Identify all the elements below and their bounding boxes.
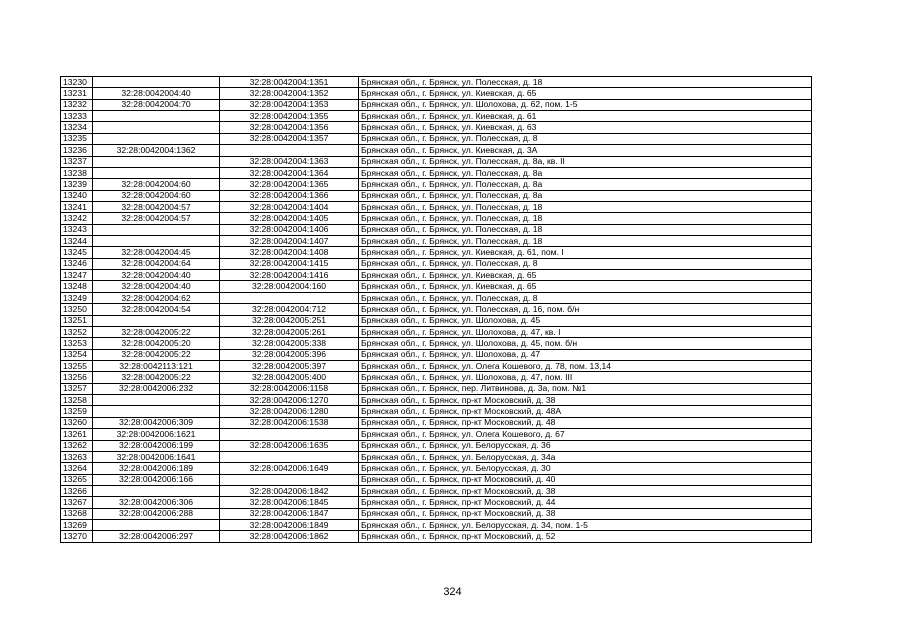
table-row — [61, 417, 812, 428]
table-row — [61, 190, 812, 201]
row-number-cell: 13252 — [61, 326, 93, 337]
parent-cadastral-number-cell: 32:28:0042006:1621 — [93, 429, 220, 440]
address-cell: Брянская обл., г. Брянск, пр-кт Московский, д. 48 — [359, 417, 812, 428]
parent-cadastral-number-cell: 32:28:0042004:40 — [93, 281, 220, 292]
address-cell: Брянская обл., г. Брянск, ул. Полесская, д. 8 — [359, 258, 812, 269]
address-cell: Брянская обл., г. Брянск, пр-кт Московский, д. 38 — [359, 395, 812, 406]
address-cell: Брянская обл., г. Брянск, ул. Белорусская, д. 30 — [359, 463, 812, 474]
cadastral-number-cell: 32:28:0042004:1355 — [220, 111, 359, 122]
cadastral-number-cell: 32:28:0042004:712 — [220, 304, 359, 315]
cadastral-number-cell: 32:28:0042006:1635 — [220, 440, 359, 451]
parent-cadastral-number-cell — [93, 224, 220, 235]
address-cell: Брянская обл., г. Брянск, ул. Киевская, д. 61 — [359, 111, 812, 122]
cadastral-number-cell: 32:28:0042006:1862 — [220, 531, 359, 542]
table-row — [61, 145, 812, 156]
parent-cadastral-number-cell — [93, 236, 220, 247]
table-row — [61, 497, 812, 508]
parent-cadastral-number-cell — [93, 395, 220, 406]
address-cell: Брянская обл., г. Брянск, ул. Белорусская, д. 34, пом. 1-5 — [359, 520, 812, 531]
row-number-cell: 13262 — [61, 440, 93, 451]
table-row — [61, 372, 812, 383]
parent-cadastral-number-cell: 32:28:0042004:70 — [93, 99, 220, 110]
table-row — [61, 167, 812, 178]
row-number-cell: 13241 — [61, 201, 93, 212]
cadastral-number-cell: 32:28:0042004:1404 — [220, 201, 359, 212]
address-cell: Брянская обл., г. Брянск, пр-кт Московский, д. 52 — [359, 531, 812, 542]
table-row — [61, 315, 812, 326]
address-cell: Брянская обл., г. Брянск, ул. Олега Кошевого, д. 67 — [359, 429, 812, 440]
table-row — [61, 451, 812, 462]
parent-cadastral-number-cell: 32:28:0042004:57 — [93, 201, 220, 212]
parent-cadastral-number-cell: 32:28:0042004:1362 — [93, 145, 220, 156]
address-cell: Брянская обл., г. Брянск, ул. Шолохова, д. 47, пом. III — [359, 372, 812, 383]
row-number-cell: 13246 — [61, 258, 93, 269]
address-cell: Брянская обл., г. Брянск, ул. Полесская, д. 8а — [359, 167, 812, 178]
cadastral-table — [60, 76, 812, 543]
address-cell: Брянская обл., г. Брянск, ул. Шолохова, д. 47, кв. I — [359, 326, 812, 337]
address-cell: Брянская обл., г. Брянск, ул. Полесская, д. 8а, кв. II — [359, 156, 812, 167]
cadastral-number-cell: 32:28:0042004:1406 — [220, 224, 359, 235]
cadastral-number-cell — [220, 145, 359, 156]
table-row — [61, 508, 812, 519]
cadastral-number-cell: 32:28:0042004:1408 — [220, 247, 359, 258]
table-row — [61, 247, 812, 258]
row-number-cell: 13251 — [61, 315, 93, 326]
address-cell: Брянская обл., г. Брянск, пр-кт Московский, д. 38 — [359, 508, 812, 519]
parent-cadastral-number-cell: 32:28:0042006:1641 — [93, 451, 220, 462]
row-number-cell: 13268 — [61, 508, 93, 519]
address-cell: Брянская обл., г. Брянск, пр-кт Московский, д. 44 — [359, 497, 812, 508]
address-cell: Брянская обл., г. Брянск, ул. Киевская, д. 65 — [359, 88, 812, 99]
row-number-cell: 13250 — [61, 304, 93, 315]
cadastral-number-cell: 32:28:0042006:1847 — [220, 508, 359, 519]
address-cell: Брянская обл., г. Брянск, ул. Киевская, д. 3А — [359, 145, 812, 156]
table-body — [61, 77, 812, 543]
cadastral-number-cell — [220, 474, 359, 485]
parent-cadastral-number-cell: 32:28:0042004:40 — [93, 270, 220, 281]
table-row — [61, 111, 812, 122]
table-row — [61, 77, 812, 88]
table-row — [61, 338, 812, 349]
table-row — [61, 360, 812, 371]
address-cell: Брянская обл., г. Брянск, пер. Литвинова, д. 3а, пом. №1 — [359, 383, 812, 394]
row-number-cell: 13261 — [61, 429, 93, 440]
address-cell: Брянская обл., г. Брянск, ул. Шолохова, д. 62, пом. 1-5 — [359, 99, 812, 110]
address-cell: Брянская обл., г. Брянск, ул. Полесская, д. 18 — [359, 77, 812, 88]
table-row — [61, 383, 812, 394]
table-row — [61, 270, 812, 281]
parent-cadastral-number-cell: 32:28:0042004:54 — [93, 304, 220, 315]
address-cell: Брянская обл., г. Брянск, ул. Олега Кошевого, д. 78, пом. 13,14 — [359, 360, 812, 371]
table-row — [61, 474, 812, 485]
cadastral-number-cell: 32:28:0042004:1364 — [220, 167, 359, 178]
parent-cadastral-number-cell: 32:28:0042004:60 — [93, 190, 220, 201]
table-row — [61, 326, 812, 337]
row-number-cell: 13249 — [61, 292, 93, 303]
parent-cadastral-number-cell: 32:28:0042004:62 — [93, 292, 220, 303]
address-cell: Брянская обл., г. Брянск, ул. Киевская, д. 65 — [359, 270, 812, 281]
row-number-cell: 13253 — [61, 338, 93, 349]
address-cell: Брянская обл., г. Брянск, ул. Шолохова, д. 45 — [359, 315, 812, 326]
cadastral-number-cell: 32:28:0042004:1353 — [220, 99, 359, 110]
parent-cadastral-number-cell: 32:28:0042006:166 — [93, 474, 220, 485]
cadastral-number-cell: 32:28:0042005:251 — [220, 315, 359, 326]
table-row — [61, 88, 812, 99]
table-row — [61, 463, 812, 474]
address-cell: Брянская обл., г. Брянск, пр-кт Московский, д. 38 — [359, 485, 812, 496]
row-number-cell: 13239 — [61, 179, 93, 190]
parent-cadastral-number-cell: 32:28:0042004:57 — [93, 213, 220, 224]
address-cell: Брянская обл., г. Брянск, ул. Полесская, д. 8а — [359, 190, 812, 201]
parent-cadastral-number-cell — [93, 77, 220, 88]
row-number-cell: 13259 — [61, 406, 93, 417]
parent-cadastral-number-cell: 32:28:0042005:22 — [93, 372, 220, 383]
cadastral-number-cell: 32:28:0042004:160 — [220, 281, 359, 292]
address-cell: Брянская обл., г. Брянск, ул. Полесская, д. 18 — [359, 224, 812, 235]
row-number-cell: 13260 — [61, 417, 93, 428]
table-row — [61, 281, 812, 292]
cadastral-number-cell: 32:28:0042006:1270 — [220, 395, 359, 406]
parent-cadastral-number-cell: 32:28:0042006:232 — [93, 383, 220, 394]
row-number-cell: 13270 — [61, 531, 93, 542]
table-row — [61, 292, 812, 303]
table-row — [61, 224, 812, 235]
parent-cadastral-number-cell: 32:28:0042006:297 — [93, 531, 220, 542]
address-cell: Брянская обл., г. Брянск, ул. Полесская, д. 18 — [359, 201, 812, 212]
cadastral-number-cell: 32:28:0042006:1842 — [220, 485, 359, 496]
parent-cadastral-number-cell: 32:28:0042006:309 — [93, 417, 220, 428]
row-number-cell: 13234 — [61, 122, 93, 133]
row-number-cell: 13238 — [61, 167, 93, 178]
row-number-cell: 13256 — [61, 372, 93, 383]
page-number: 324 — [443, 586, 462, 598]
row-number-cell: 13235 — [61, 133, 93, 144]
table-row — [61, 236, 812, 247]
parent-cadastral-number-cell: 32:28:0042005:22 — [93, 326, 220, 337]
row-number-cell: 13230 — [61, 77, 93, 88]
cadastral-number-cell: 32:28:0042006:1280 — [220, 406, 359, 417]
cadastral-number-cell: 32:28:0042005:396 — [220, 349, 359, 360]
table-row — [61, 201, 812, 212]
row-number-cell: 13263 — [61, 451, 93, 462]
cadastral-number-cell — [220, 451, 359, 462]
address-cell: Брянская обл., г. Брянск, ул. Полесская, д. 18 — [359, 236, 812, 247]
address-cell: Брянская обл., г. Брянск, ул. Полесская, д. 18 — [359, 213, 812, 224]
row-number-cell: 13232 — [61, 99, 93, 110]
address-cell: Брянская обл., г. Брянск, ул. Полесская, д. 8 — [359, 292, 812, 303]
parent-cadastral-number-cell: 32:28:0042006:199 — [93, 440, 220, 451]
row-number-cell: 13237 — [61, 156, 93, 167]
parent-cadastral-number-cell — [93, 122, 220, 133]
parent-cadastral-number-cell — [93, 156, 220, 167]
parent-cadastral-number-cell — [93, 315, 220, 326]
address-cell: Брянская обл., г. Брянск, пр-кт Московский, д. 40 — [359, 474, 812, 485]
table-row — [61, 440, 812, 451]
address-cell: Брянская обл., г. Брянск, ул. Киевская, д. 63 — [359, 122, 812, 133]
parent-cadastral-number-cell — [93, 167, 220, 178]
row-number-cell: 13265 — [61, 474, 93, 485]
table-row — [61, 213, 812, 224]
cadastral-number-cell: 32:28:0042004:1352 — [220, 88, 359, 99]
address-cell: Брянская обл., г. Брянск, ул. Полесская, д. 8а — [359, 179, 812, 190]
table-row — [61, 531, 812, 542]
cadastral-number-cell: 32:28:0042005:400 — [220, 372, 359, 383]
address-cell: Брянская обл., г. Брянск, ул. Киевская, д. 65 — [359, 281, 812, 292]
cadastral-number-cell: 32:28:0042004:1365 — [220, 179, 359, 190]
parent-cadastral-number-cell — [93, 111, 220, 122]
address-cell: Брянская обл., г. Брянск, пр-кт Московский, д. 48А — [359, 406, 812, 417]
table-row — [61, 485, 812, 496]
parent-cadastral-number-cell — [93, 406, 220, 417]
cadastral-number-cell: 32:28:0042004:1351 — [220, 77, 359, 88]
table-row — [61, 179, 812, 190]
row-number-cell: 13254 — [61, 349, 93, 360]
parent-cadastral-number-cell: 32:28:0042005:20 — [93, 338, 220, 349]
cadastral-number-cell: 32:28:0042006:1845 — [220, 497, 359, 508]
row-number-cell: 13245 — [61, 247, 93, 258]
parent-cadastral-number-cell: 32:28:0042006:288 — [93, 508, 220, 519]
row-number-cell: 13255 — [61, 360, 93, 371]
cadastral-number-cell: 32:28:0042006:1849 — [220, 520, 359, 531]
cadastral-number-cell — [220, 429, 359, 440]
address-cell: Брянская обл., г. Брянск, ул. Белорусская, д. 34а — [359, 451, 812, 462]
parent-cadastral-number-cell: 32:28:0042113:121 — [93, 360, 220, 371]
row-number-cell: 13233 — [61, 111, 93, 122]
parent-cadastral-number-cell: 32:28:0042006:189 — [93, 463, 220, 474]
address-cell: Брянская обл., г. Брянск, ул. Шолохова, д. 45, пом. б/н — [359, 338, 812, 349]
cadastral-number-cell: 32:28:0042006:1158 — [220, 383, 359, 394]
table-row — [61, 258, 812, 269]
parent-cadastral-number-cell — [93, 133, 220, 144]
row-number-cell: 13267 — [61, 497, 93, 508]
parent-cadastral-number-cell: 32:28:0042004:64 — [93, 258, 220, 269]
row-number-cell: 13242 — [61, 213, 93, 224]
parent-cadastral-number-cell: 32:28:0042004:60 — [93, 179, 220, 190]
table-row — [61, 304, 812, 315]
cadastral-number-cell: 32:28:0042004:1407 — [220, 236, 359, 247]
row-number-cell: 13264 — [61, 463, 93, 474]
parent-cadastral-number-cell: 32:28:0042004:40 — [93, 88, 220, 99]
cadastral-number-cell: 32:28:0042005:397 — [220, 360, 359, 371]
row-number-cell: 13257 — [61, 383, 93, 394]
cadastral-number-cell — [220, 292, 359, 303]
cadastral-number-cell: 32:28:0042004:1366 — [220, 190, 359, 201]
parent-cadastral-number-cell — [93, 485, 220, 496]
parent-cadastral-number-cell: 32:28:0042006:306 — [93, 497, 220, 508]
table-row — [61, 133, 812, 144]
row-number-cell: 13269 — [61, 520, 93, 531]
address-cell: Брянская обл., г. Брянск, ул. Белорусская, д. 36 — [359, 440, 812, 451]
row-number-cell: 13248 — [61, 281, 93, 292]
row-number-cell: 13247 — [61, 270, 93, 281]
table-row — [61, 429, 812, 440]
address-cell: Брянская обл., г. Брянск, ул. Полесская, д. 8 — [359, 133, 812, 144]
table-row — [61, 349, 812, 360]
address-cell: Брянская обл., г. Брянск, ул. Полесская, д. 16, пом. б/н — [359, 304, 812, 315]
cadastral-number-cell: 32:28:0042004:1415 — [220, 258, 359, 269]
table-row — [61, 156, 812, 167]
parent-cadastral-number-cell: 32:28:0042004:45 — [93, 247, 220, 258]
row-number-cell: 13231 — [61, 88, 93, 99]
cadastral-number-cell: 32:28:0042006:1649 — [220, 463, 359, 474]
parent-cadastral-number-cell: 32:28:0042005:22 — [93, 349, 220, 360]
address-cell: Брянская обл., г. Брянск, ул. Шолохова, д. 47 — [359, 349, 812, 360]
row-number-cell: 13266 — [61, 485, 93, 496]
table-row — [61, 99, 812, 110]
address-cell: Брянская обл., г. Брянск, ул. Киевская, д. 61, пом. I — [359, 247, 812, 258]
cadastral-number-cell: 32:28:0042006:1538 — [220, 417, 359, 428]
parent-cadastral-number-cell — [93, 520, 220, 531]
table-row — [61, 122, 812, 133]
row-number-cell: 13243 — [61, 224, 93, 235]
cadastral-number-cell: 32:28:0042004:1405 — [220, 213, 359, 224]
row-number-cell: 13258 — [61, 395, 93, 406]
row-number-cell: 13240 — [61, 190, 93, 201]
cadastral-number-cell: 32:28:0042005:261 — [220, 326, 359, 337]
row-number-cell: 13244 — [61, 236, 93, 247]
table-row — [61, 406, 812, 417]
cadastral-number-cell: 32:28:0042004:1416 — [220, 270, 359, 281]
cadastral-number-cell: 32:28:0042005:338 — [220, 338, 359, 349]
row-number-cell: 13236 — [61, 145, 93, 156]
cadastral-number-cell: 32:28:0042004:1357 — [220, 133, 359, 144]
cadastral-number-cell: 32:28:0042004:1363 — [220, 156, 359, 167]
cadastral-number-cell: 32:28:0042004:1356 — [220, 122, 359, 133]
table-row — [61, 395, 812, 406]
table-row — [61, 520, 812, 531]
